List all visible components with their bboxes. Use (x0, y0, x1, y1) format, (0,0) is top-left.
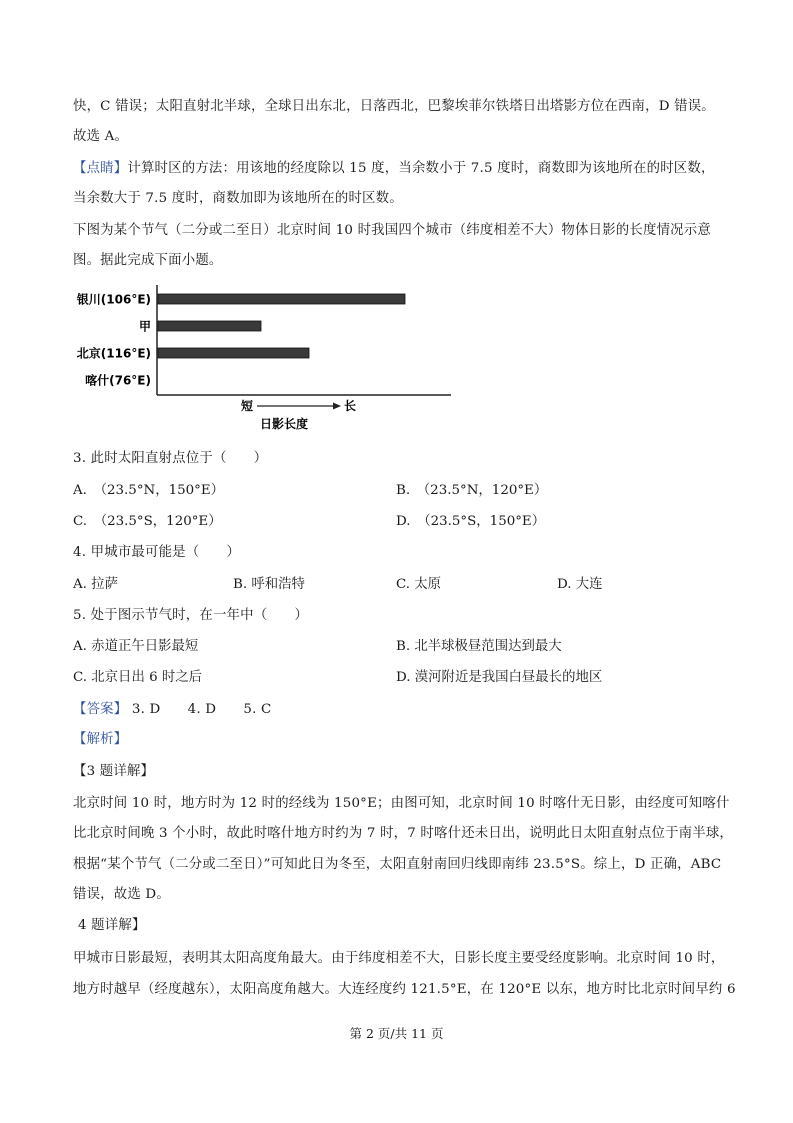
prompt-line-1: 下图为某个节气（二分或二至日）北京时间 10 时我国四个城市（纬度相差不大）物体日影的长度情况示意 (73, 223, 711, 238)
detail-4-line-1: 甲城市日影最短，表明其太阳高度角最大。由于纬度相差不大，日影长度主要受经度影响。北京时间 10 时， (73, 951, 725, 966)
q4-option-a: A. 拉萨 (73, 577, 118, 592)
tip-tag: 【点睛】 (73, 161, 128, 176)
shadow-bar (158, 348, 309, 358)
question-4-stem: 4. 甲城市最可能是（ ） (73, 545, 241, 560)
answer-line (73, 701, 271, 719)
q5-option-b: B. 北半球极昼范围达到最大 (396, 639, 562, 654)
shadow-length-chart (73, 285, 463, 435)
category-labels (77, 292, 151, 388)
answer-text: 3. D 4. D 5. C (131, 702, 272, 717)
tip-line-1: 计算时区的方法：用该地的经度除以 15 度，当余数小于 7.5 度时，商数即为该地所在的时区数， (127, 161, 715, 176)
category-label: 北京(116°E) (76, 346, 151, 361)
answer-tag: 【答案】 (73, 702, 128, 717)
q3-option-b: B. （23.5°N，120°E） (396, 483, 548, 498)
shadow-bar (158, 321, 261, 331)
prompt-line-2: 图。据此完成下面小题。 (73, 253, 223, 268)
tip-line-2: 当余数大于 7.5 度时，商数加即为该地所在的时区数。 (73, 191, 403, 206)
detail-3-heading: 【3 题详解】 (73, 764, 155, 779)
intro-line-2: 故选 A。 (73, 129, 129, 144)
q4-option-b: B. 呼和浩特 (233, 577, 305, 592)
q3-option-d: D. （23.5°S，150°E） (396, 514, 546, 529)
analysis-tag: 【解析】 (73, 732, 128, 747)
question-5-stem: 5. 处于图示节气时，在一年中（ ） (73, 608, 309, 623)
tip-paragraph (73, 160, 715, 178)
detail-3-line-4: 错误，故选 D。 (73, 887, 170, 902)
x-axis-title: 日影长度 (259, 417, 309, 431)
detail-4-heading: 4 题详解】 (78, 918, 146, 933)
q5-option-a: A. 赤道正午日影最短 (73, 639, 199, 654)
category-label: 银川(106°E) (76, 292, 151, 307)
detail-3-line-3: 根据“某个节气（二分或二至日）”可知此日为冬至，太阳直射南回归线即南纬 23.5°S。综上，D 正确，ABC (73, 857, 722, 872)
q3-option-a: A. （23.5°N，150°E） (73, 483, 225, 498)
bars (158, 294, 405, 358)
detail-4-line-2: 地方时越早（经度越东），太阳高度角越大。大连经度约 121.5°E，在 120°E 以东，地方时比北京时间早约 6 (73, 982, 736, 997)
page-footer: 第 2 页/共 11 页 (349, 1026, 444, 1041)
q5-option-c: C. 北京日出 6 时之后 (73, 670, 203, 685)
category-label: 甲 (138, 319, 151, 334)
shadow-bar (158, 294, 405, 304)
detail-3-line-2: 比北京时间晚 3 个小时，故此时喀什地方时约为 7 时，7 时喀什还未日出，说明此日太阳直射点位于南半球， (73, 826, 734, 841)
intro-line-1: 快，C 错误；太阳直射北半球，全球日出东北，日落西北，巴黎埃菲尔铁塔日出塔影方位在西南，D 错误。 (73, 99, 715, 114)
q4-option-d: D. 大连 (557, 577, 603, 592)
q5-option-d: D. 漠河附近是我国白昼最长的地区 (396, 670, 603, 685)
detail-3-line-1: 北京时间 10 时，地方时为 12 时的经线为 150°E；由图可知，北京时间 10 时喀什无日影，由经度可知喀什 (73, 796, 730, 811)
q4-option-c: C. 太原 (396, 577, 442, 592)
axis-arrow-end-label: 长 (344, 399, 357, 413)
question-3-stem: 3. 此时太阳直射点位于（ ） (73, 451, 268, 466)
axis-arrow-start-label: 短 (240, 399, 253, 413)
q3-option-c: C. （23.5°S，120°E） (73, 514, 222, 529)
analysis-heading (73, 731, 127, 749)
axis-arrow-head-icon (333, 403, 341, 410)
category-label: 喀什(76°E) (85, 373, 151, 388)
